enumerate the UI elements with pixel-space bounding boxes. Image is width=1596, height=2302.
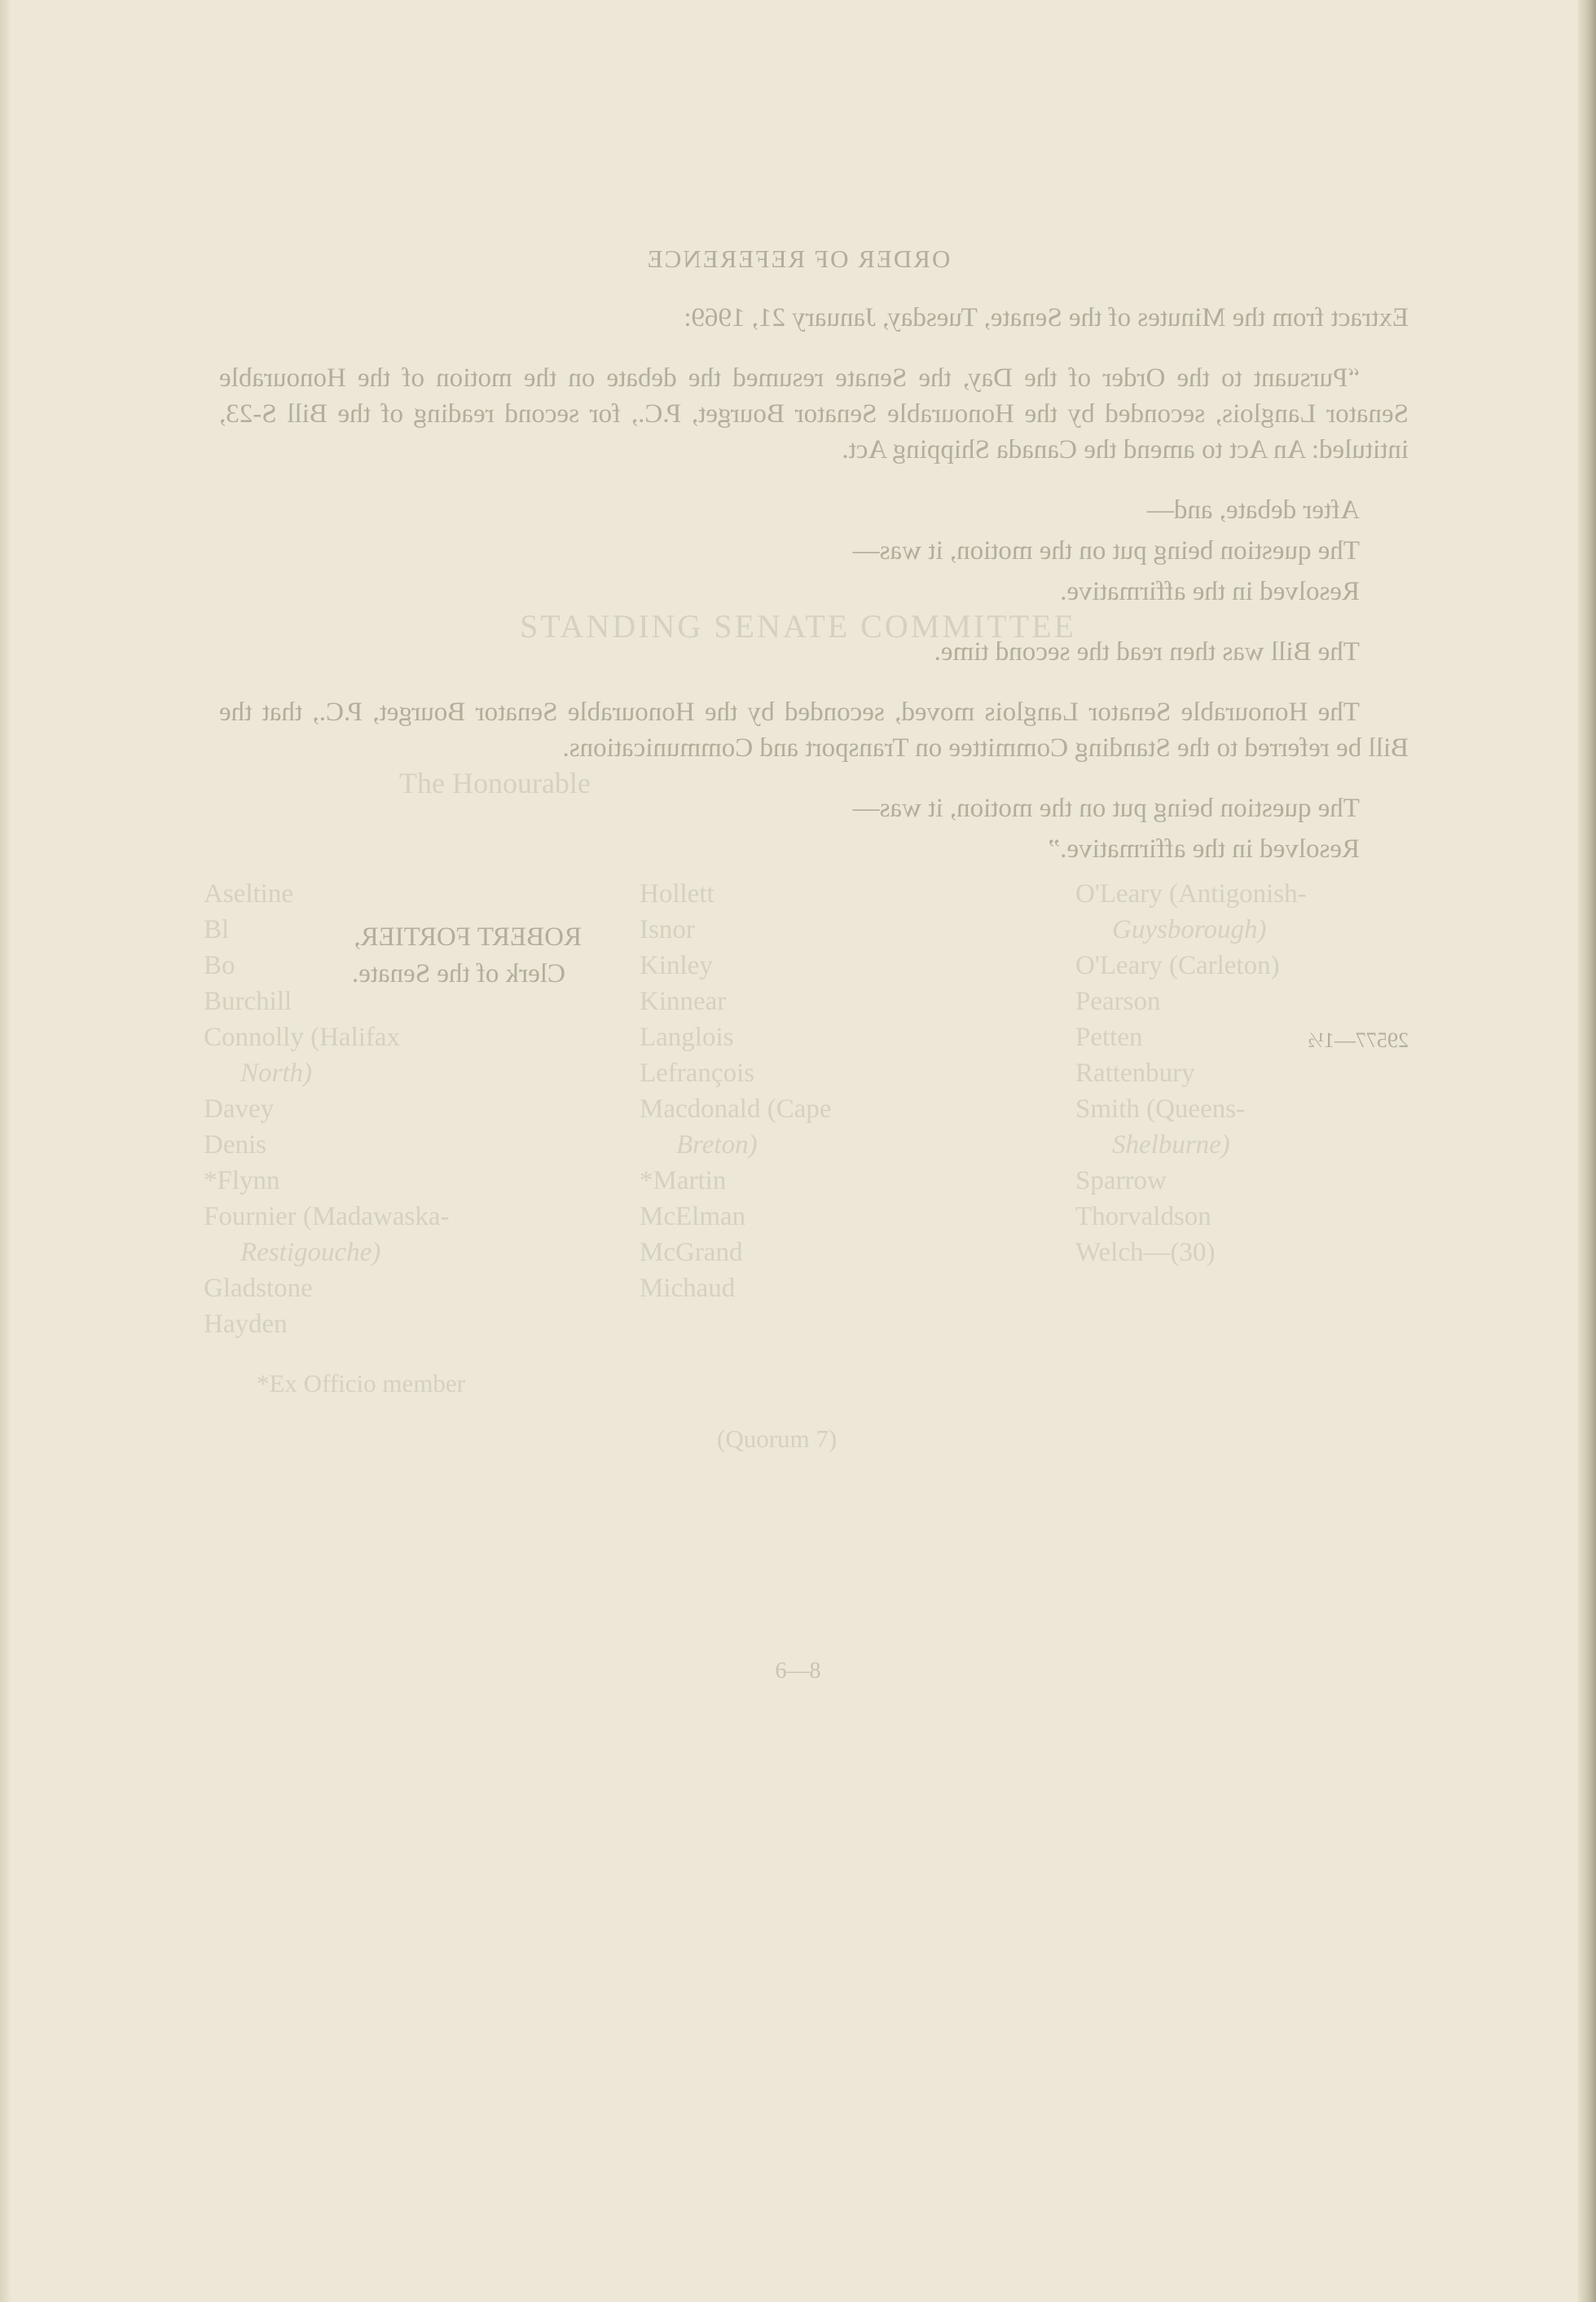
member-name: Aseltine <box>204 879 293 909</box>
member-name: Langlois <box>640 1023 734 1052</box>
member-name: Fournier (Madawaska- <box>204 1202 450 1231</box>
member-name: Bl <box>204 915 230 944</box>
resolved-line: Resolved in the affirmative. <box>1060 577 1360 606</box>
clerk-name: ROBERT FORTIER, <box>354 922 582 952</box>
member-name: Burchill <box>204 987 292 1016</box>
member-name: Denis <box>204 1130 266 1160</box>
member-name: O'Leary (Carleton) <box>1075 951 1280 980</box>
member-name: Thorvaldson <box>1075 1202 1211 1231</box>
ex-officio-note: *Ex Officio member <box>257 1369 465 1397</box>
member-name: Hollett <box>640 879 714 909</box>
member-name: Kinley <box>640 951 713 980</box>
question-line: The question being put on the motion, it was— <box>852 536 1360 566</box>
member-name: Michaud <box>640 1274 736 1303</box>
member-name: Kinnear <box>640 987 727 1016</box>
member-name: North) <box>240 1059 313 1088</box>
after-debate-line: After debate, and— <box>1146 495 1360 525</box>
second-reading-line: The Bill was then read the second time. <box>934 637 1360 667</box>
order-of-reference-heading: ORDER OF REFERENCE <box>645 244 951 273</box>
quorum-note: (Quorum 7) <box>717 1424 838 1453</box>
member-name: Davey <box>204 1094 275 1124</box>
honourable-line: The Honourable <box>399 767 591 799</box>
page-number: 6—8 <box>775 1658 821 1684</box>
member-name: Gladstone <box>204 1274 313 1303</box>
referral-paragraph: The Honourable Senator Langlois moved, seconded by the Honourable Senator Bourget, P.C., that the Bill be referred to the Standing Committee on Transport and Communications. <box>219 698 1409 763</box>
member-name: Welch—(30) <box>1075 1238 1216 1267</box>
member-name: Lefrançois <box>640 1059 755 1088</box>
member-name: Rattenbury <box>1075 1059 1195 1088</box>
member-name: McElman <box>640 1202 746 1231</box>
member-name: Breton) <box>676 1130 758 1160</box>
committee-title: STANDING SENATE COMMITTEE <box>520 608 1076 645</box>
print-reference: 29577—1½ <box>1308 1028 1409 1052</box>
member-name: Bo <box>204 951 235 980</box>
member-name: Shelburne) <box>1112 1130 1230 1160</box>
member-name: Sparrow <box>1075 1166 1167 1195</box>
member-name: O'Leary (Antigonish- <box>1075 879 1307 909</box>
member-name: Smith (Queens- <box>1075 1094 1246 1124</box>
member-name: Hayden <box>204 1309 288 1339</box>
member-name: Petten <box>1075 1023 1143 1052</box>
member-name: Macdonald (Cape <box>640 1094 832 1124</box>
member-name: Isnor <box>640 915 695 944</box>
member-name: Connolly (Halifax <box>204 1023 401 1052</box>
extract-line: Extract from the Minutes of the Senate, Tuesday, January 21, 1969: <box>684 303 1409 332</box>
order-of-reference-body <box>219 300 1409 891</box>
member-name: Guysborough) <box>1112 915 1267 944</box>
question-line-2: The question being put on the motion, it was— <box>852 794 1360 823</box>
member-name: *Martin <box>640 1166 727 1195</box>
member-name: *Flynn <box>204 1166 280 1195</box>
clerk-signature <box>240 919 582 993</box>
clerk-title: Clerk of the Senate. <box>351 959 565 988</box>
pursuant-paragraph: “Pursuant to the Order of the Day, the Senate resumed the debate on the motion of the Honourable Senator Langlois, seconded by the Honourable Senator Bourget, P.C., for second reading of the Bill S-23, intituled: An Act to amend the Canada Shipping Act. <box>219 363 1409 464</box>
member-name: Pearson <box>1075 987 1161 1016</box>
member-name: Restigouche) <box>240 1238 381 1267</box>
resolved-line-2: Resolved in the affirmative.” <box>1048 834 1360 864</box>
member-name: McGrand <box>640 1238 743 1267</box>
